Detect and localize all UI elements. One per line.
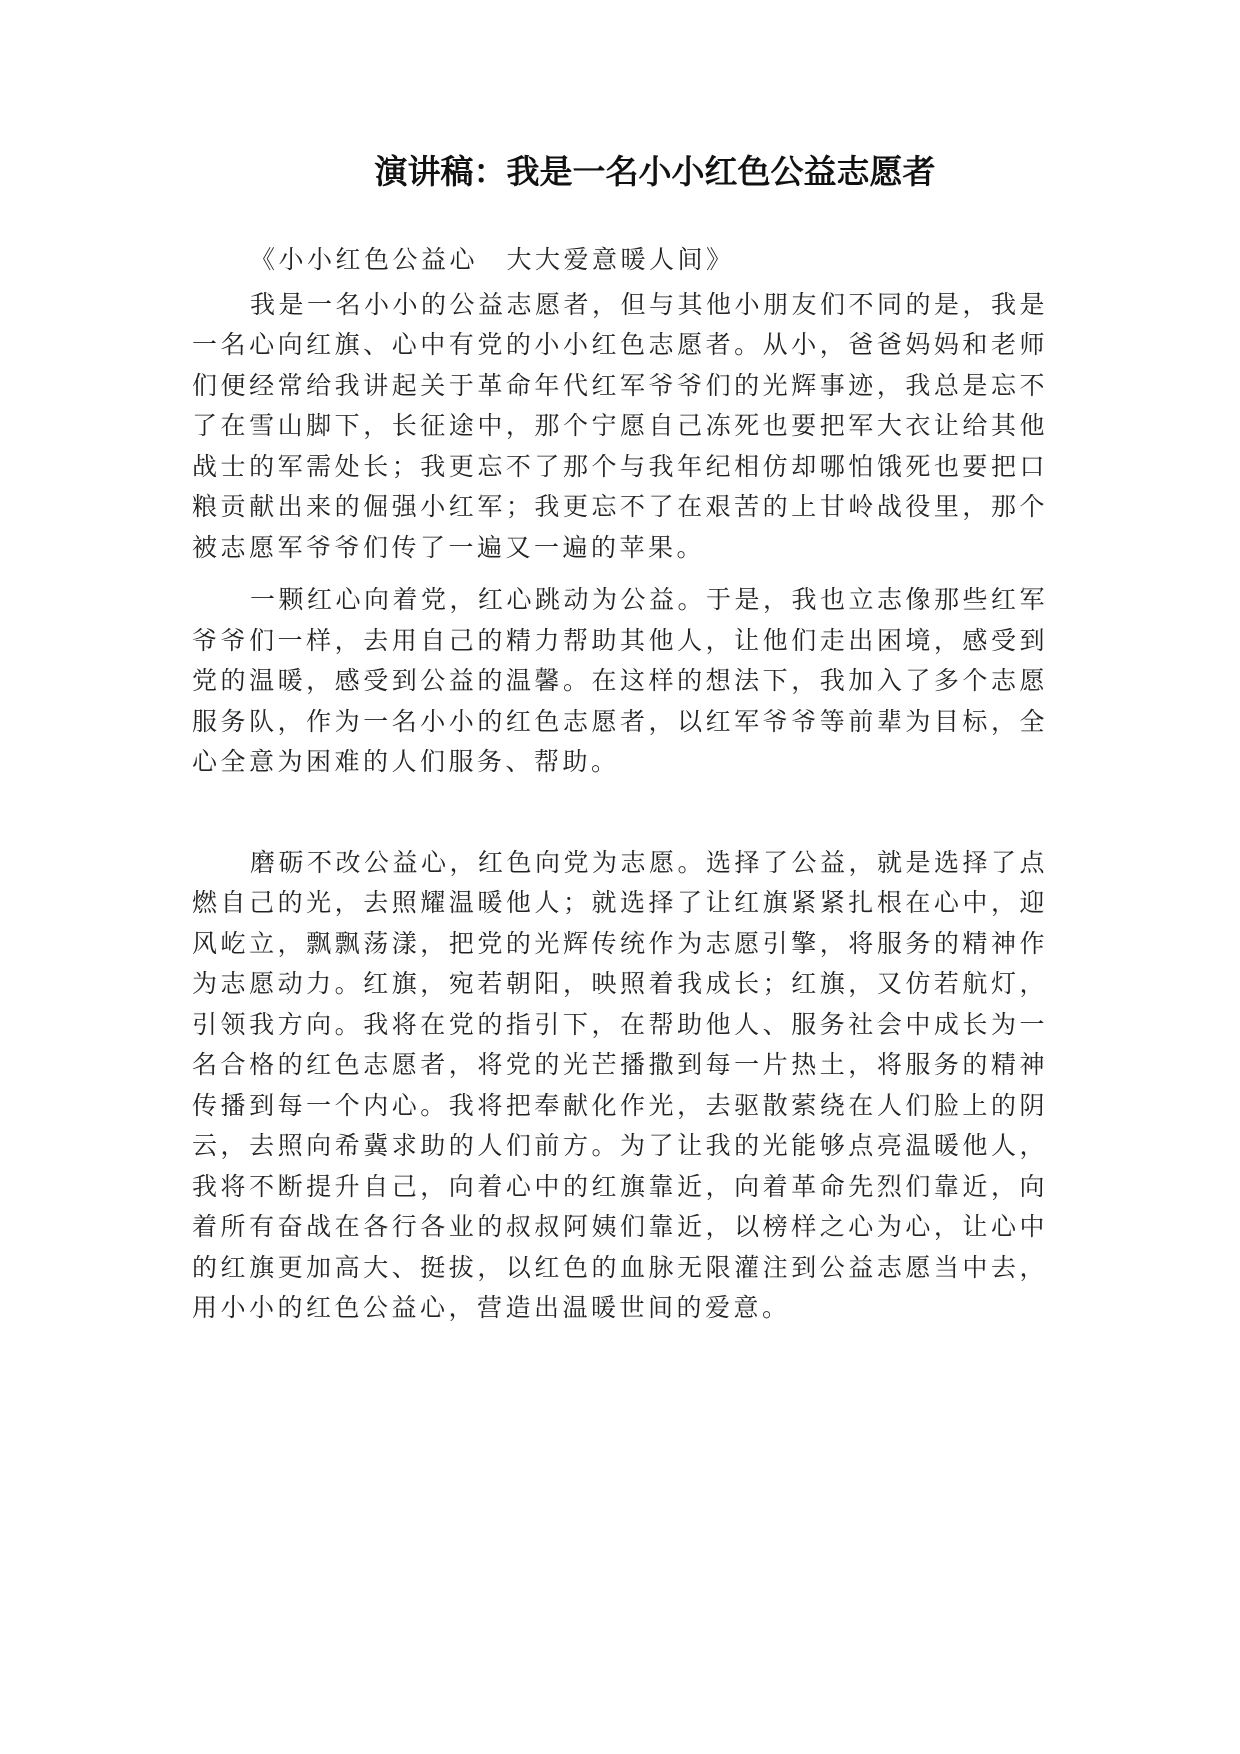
paragraph: 一颗红心向着党，红心跳动为公益。于是，我也立志像那些红军爷爷们一样，去用自己的精力帮助其他人，让他们走出困境，感受到党的温暖，感受到公益的温馨。在这样的想法下，我加入了多个志愿服务队，作为一名小小的红色志愿者，以红军爷爷等前辈为目标，全心全意为困难的人们服务、帮助。 [192, 585, 1049, 776]
document-body [192, 240, 1048, 1329]
document-subtitle: 《小小红色公益心 大大爱意暖人间》 [250, 245, 735, 274]
document-title: 演讲稿：我是一名小小红色公益志愿者 [374, 152, 936, 191]
paragraph: 我是一名小小的公益志愿者，但与其他小朋友们不同的是，我是一名心向红旗、心中有党的小小红色志愿者。从小，爸爸妈妈和老师们便经常给我讲起关于革命年代红军爷爷们的光辉事迹，我总是忘不了在雪山脚下，长征途中，那个宁愿自己冻死也要把军大衣让给其他战士的军需处长；我更忘不了那个与我年纪相仿却哪怕饿死也要把口粮贡献出来的倔强小红军；我更忘不了在艰苦的上甘岭战役里，那个被志愿军爷爷们传了一遍又一遍的苹果。 [192, 289, 1049, 562]
paragraph: 磨砺不改公益心，红色向党为志愿。选择了公益，就是选择了点燃自己的光，去照耀温暖他人；就选择了让红旗紧紧扎根在心中，迎风屹立，飘飘荡漾，把党的光辉传统作为志愿引擎，将服务的精神作为志愿动力。红旗，宛若朝阳，映照着我成长；红旗，又仿若航灯，引领我方向。我将在党的指引下，在帮助他人、服务社会中成长为一名合格的红色志愿者，将党的光芒播撒到每一片热土，将服务的精神传播到每一个内心。我将把奉献化作光，去驱散萦绕在人们脸上的阴云，去照向希冀求助的人们前方。为了让我的光能够点亮温暖他人，我将不断提升自己，向着心中的红旗靠近，向着革命先烈们靠近，向着所有奋战在各行各业的叔叔阿姨们靠近，以榜样之心为心，让心中的红旗更加高大、挺拔，以红色的血脉无限灌注到公益志愿当中去，用小小的红色公益心，营造出温暖世间的爱意。 [192, 847, 1049, 1322]
